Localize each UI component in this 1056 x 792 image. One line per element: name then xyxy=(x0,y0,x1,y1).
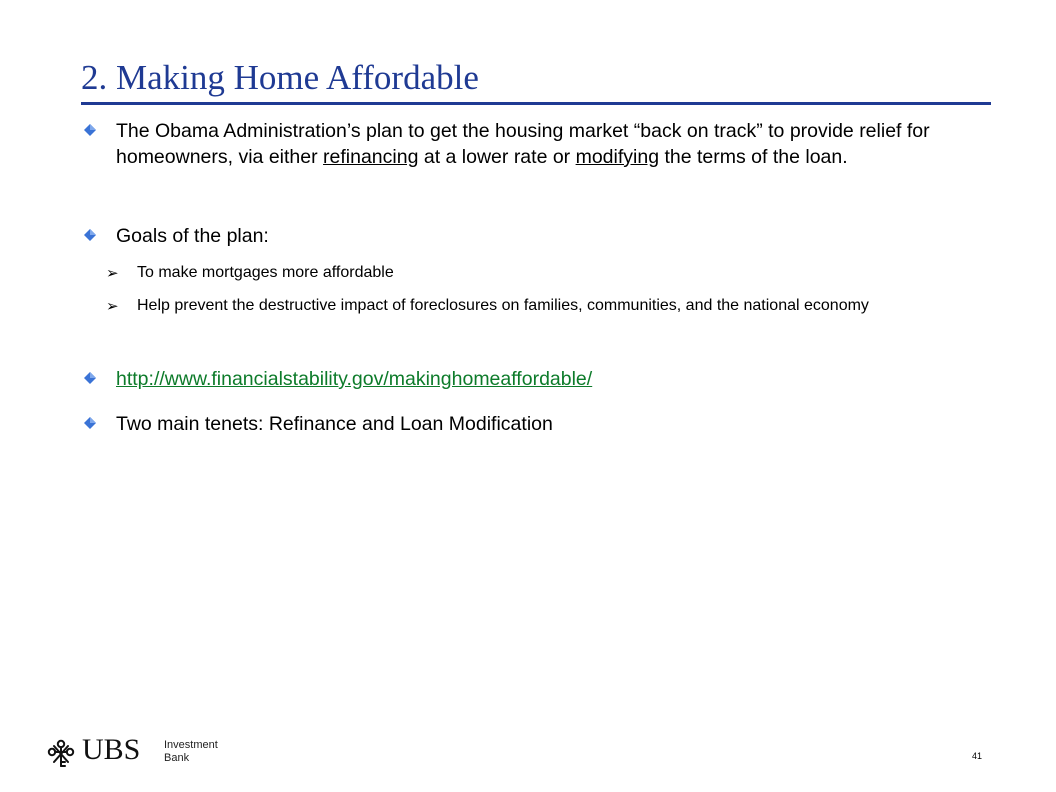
sub-bullet-text: To make mortgages more affordable xyxy=(137,264,394,281)
logo-wordmark: UBS xyxy=(82,733,141,766)
ubs-keys-logo-icon xyxy=(44,736,78,770)
ubs-logo xyxy=(44,732,218,772)
sub-bullet-text: Help prevent the destructive impact of foreclosures on families, communities, and the national economy xyxy=(137,297,869,314)
page-title: 2. Making Home Affordable xyxy=(81,58,479,97)
bullet-text-plan xyxy=(116,118,966,170)
bullet-text-goals: Goals of the plan: xyxy=(116,225,269,247)
bullet-text-part: The Obama Administration’s plan to get the housing market “back on track” to provide relief for homeowners, via either xyxy=(116,120,930,168)
blue-diamond-icon xyxy=(84,372,96,384)
page-number: 41 xyxy=(972,751,983,761)
making-home-affordable-link[interactable]: http://www.financialstability.gov/makinghomeaffordable/ xyxy=(116,368,593,390)
logo-line-2: Bank xyxy=(164,752,190,764)
blue-diamond-icon xyxy=(84,417,96,429)
bullet-text-part: at a lower rate or xyxy=(418,146,576,168)
title-underline xyxy=(81,102,991,105)
arrow-bullet-icon: ➢ xyxy=(106,264,119,282)
logo-line-1: Investment xyxy=(164,739,218,751)
arrow-bullet-icon: ➢ xyxy=(106,297,119,315)
modifying-term: modifying xyxy=(575,146,660,168)
bullet-text-tenets: Two main tenets: Refinance and Loan Modification xyxy=(116,413,553,435)
bullet-text-link xyxy=(116,366,966,392)
bullet-text-part: the terms of the loan. xyxy=(659,146,848,168)
refinancing-term: refinancing xyxy=(323,146,419,168)
blue-diamond-icon xyxy=(84,124,96,136)
blue-diamond-icon xyxy=(84,229,96,241)
